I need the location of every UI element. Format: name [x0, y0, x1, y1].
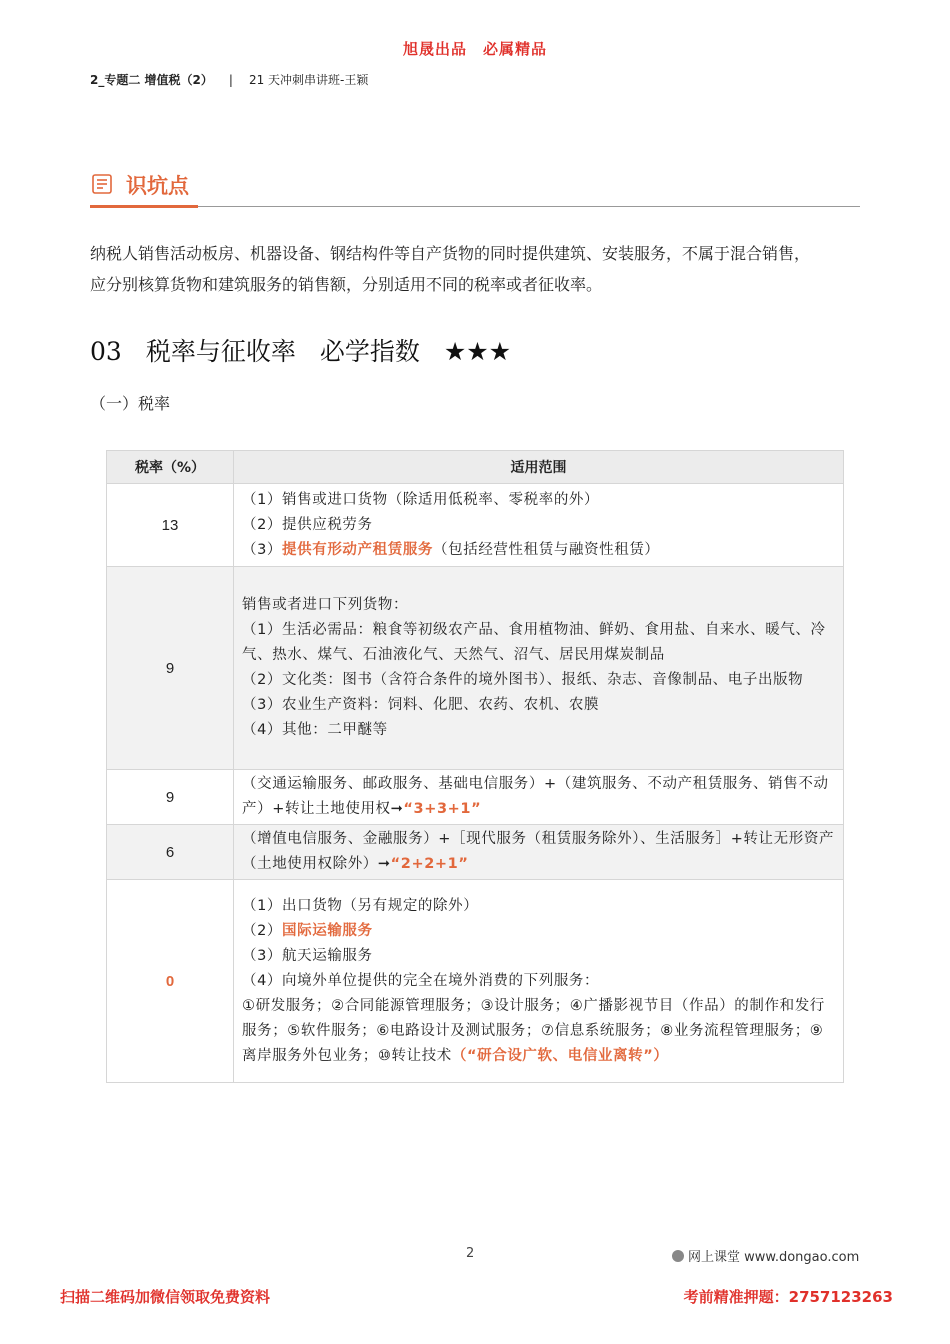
- table-row: [107, 825, 844, 880]
- scope-line: [242, 994, 835, 1069]
- highlight-text: （“研合设广软、电信业离转”）: [451, 1047, 669, 1064]
- scope-line: （2）提供应税劳务: [242, 516, 373, 533]
- top-banner: 旭晟出品 必属精品: [402, 40, 547, 58]
- note-icon: [92, 174, 112, 194]
- chapter-heading: [90, 332, 535, 368]
- tax-rate-table: [106, 450, 844, 1083]
- promo-left: 扫描二维码加微信领取免费资料: [60, 1288, 271, 1306]
- header-course: 21 天冲刺串讲班-王颖: [248, 73, 369, 87]
- table-row: [107, 880, 844, 1083]
- scope-line: [242, 919, 835, 944]
- highlight-text: “3+3+1”: [403, 801, 482, 817]
- scope-line: （1）销售或进口货物（除适用低税率、零税率的外）: [242, 491, 600, 508]
- subheading: （一）税率: [90, 394, 171, 413]
- scope-text: （包括经营性租赁与融资性租赁）: [433, 541, 660, 558]
- paragraph-line-2: 应分别核算货物和建筑服务的销售额，分别适用不同的税率或者征收率。: [90, 275, 603, 294]
- highlight-text: 国际运输服务: [282, 922, 373, 939]
- scope-cell: [234, 770, 844, 825]
- scope-cell: [234, 567, 844, 770]
- header-scope: 适用范围: [234, 451, 844, 484]
- header-title: 2_专题二 增值税（2）: [90, 73, 213, 87]
- page-header: [90, 71, 368, 88]
- table-row: [107, 484, 844, 567]
- section-title: 识坑点: [126, 174, 189, 198]
- table-row: [107, 770, 844, 825]
- pitfall-paragraph: [90, 238, 860, 300]
- scope-line: （1）出口货物（另有规定的除外）: [242, 897, 479, 914]
- heading-title: 税率与征收率: [145, 337, 296, 366]
- section-divider: [90, 206, 860, 207]
- paragraph-line-1: 纳税人销售活动板房、机器设备、钢结构件等自产货物的同时提供建筑、安装服务，不属于混合销售，: [90, 244, 811, 263]
- scope-line: [242, 538, 835, 563]
- highlight-text: “2+2+1”: [390, 856, 469, 872]
- brand-logo-icon: [672, 1250, 684, 1262]
- page-number: 2: [466, 1246, 475, 1261]
- scope-line: 销售或者进口下列货物：: [242, 597, 409, 613]
- scope-line: （3）航天运输服务: [242, 947, 373, 964]
- scope-cell: [234, 880, 844, 1083]
- highlight-text: 提供有形动产租赁服务: [282, 541, 434, 558]
- table-header-row: [107, 451, 844, 484]
- rate-cell: 9: [107, 770, 234, 825]
- scope-cell: [234, 484, 844, 567]
- section-heading: [90, 168, 860, 208]
- heading-number: 03: [90, 337, 122, 366]
- rate-cell: 13: [107, 484, 234, 567]
- heading-index: 必学指数: [319, 337, 420, 366]
- section-accent-bar: [90, 205, 198, 208]
- header-separator: |: [228, 73, 233, 87]
- scope-line: （1）生活必需品：粮食等初级农产品、食用植物油、鲜奶、食用盐、自来水、暖气、冷气、热水、煤气、石油液化气、天然气、沼气、居民用煤炭制品: [242, 622, 826, 663]
- scope-text: ①研发服务；②合同能源管理服务；③设计服务；④广播影视节目（作品）的制作和发行服务；⑤软件服务；⑥电路设计及测试服务；⑦信息系统服务；⑧业务流程管理服务；⑨离岸服务外包业务；⑩转让技术: [242, 997, 825, 1064]
- scope-text: （2）: [242, 922, 283, 939]
- scope-line: （4）其他：二甲醚等: [242, 722, 388, 738]
- heading-stars: ★★★: [443, 337, 512, 366]
- table-row: [107, 567, 844, 770]
- scope-line: （4）向境外单位提供的完全在境外消费的下列服务：: [242, 972, 600, 989]
- scope-line: （3）农业生产资料：饲料、化肥、农药、农机、农膜: [242, 697, 600, 713]
- brand-text: 网上课堂 www.dongao.com: [688, 1250, 860, 1265]
- header-rate: 税率（%）: [107, 451, 234, 484]
- scope-cell: [234, 825, 844, 880]
- rate-cell: 6: [107, 825, 234, 880]
- scope-text: （3）: [242, 541, 283, 558]
- scope-text: （交通运输服务、邮政服务、基础电信服务）+（建筑服务、不动产租赁服务、销售不动产）+转让土地使用权➞: [242, 776, 829, 817]
- scope-line: （2）文化类：图书（含符合条件的境外图书）、报纸、杂志、音像制品、电子出版物: [242, 672, 804, 688]
- scope-text: （增值电信服务、金融服务）+［现代服务（租赁服务除外）、生活服务］+转让无形资产（土地使用权除外）➞: [242, 831, 835, 872]
- footer-brand: [672, 1246, 859, 1265]
- rate-cell: 9: [107, 567, 234, 770]
- promo-right: 考前精准押题：2757123263: [683, 1288, 893, 1306]
- rate-cell: 0: [107, 880, 234, 1083]
